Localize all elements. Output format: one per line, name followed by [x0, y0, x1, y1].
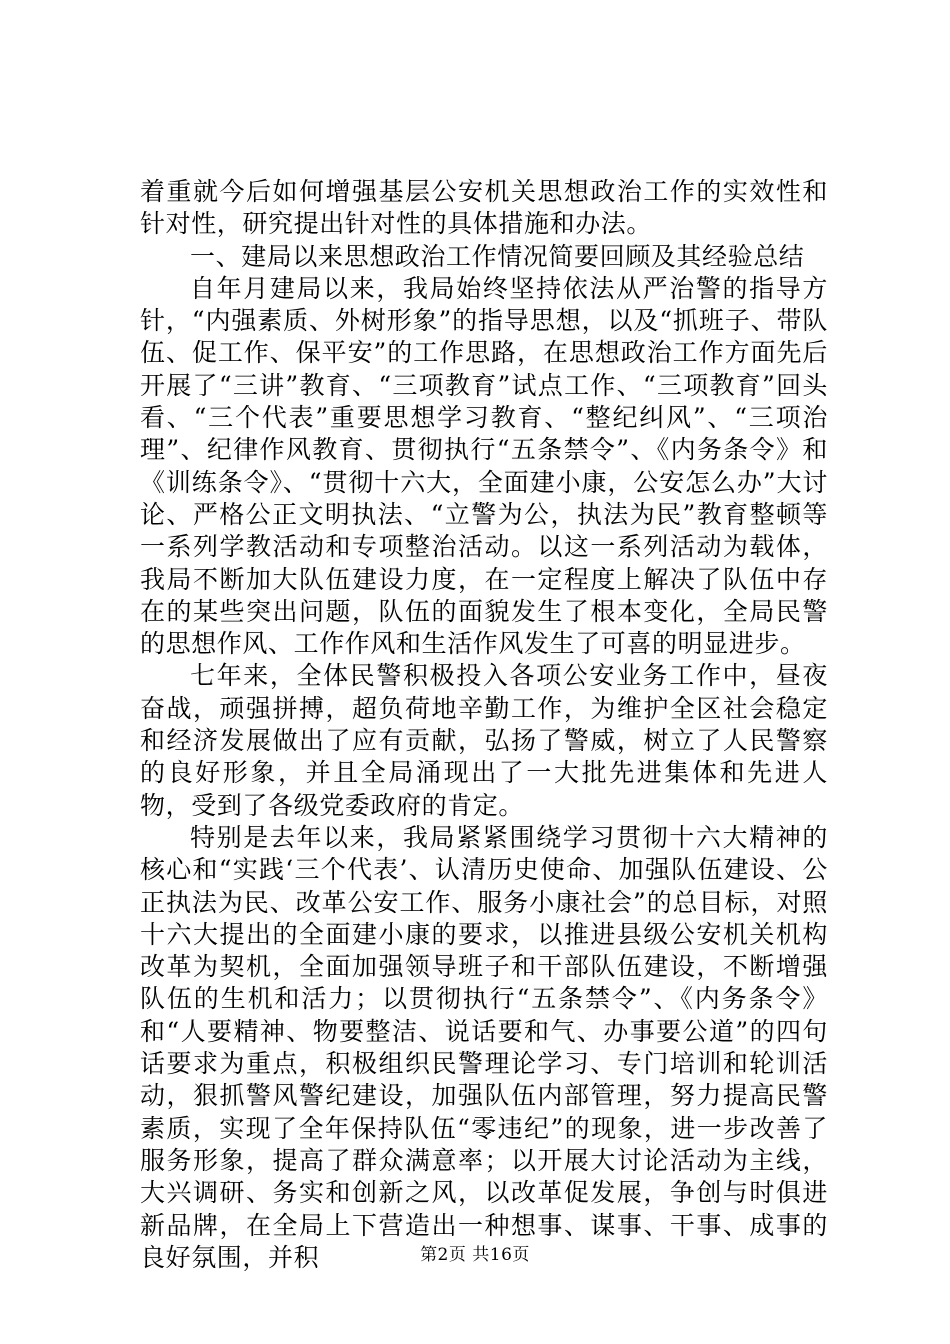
page-number-footer: 第2页 共16页 [420, 1245, 530, 1265]
paragraph-intro-continuation: 着重就今后如何增强基层公安机关思想政治工作的实效性和针对性，研究提出针对性的具体措施和办法。 [140, 177, 828, 239]
paragraph-last-year: 特别是去年以来，我局紧紧围绕学习贯彻十六大精神的核心和“实践‘三个代表’、认清历史使命、加强队伍建设、公正执法为民、改革公安工作、服务小康社会”的总目标，对照十六大提出的全面建小康的要求，以推进县级公安机关机构改革为契机，全面加强领导班子和干部队伍建设，不断增强队伍的生机和活力；以贯彻执行“五条禁令”、《内务条令》和“人要精神、物要整洁、说话要和气、办事要公道”的四句话要求为重点，积极组织民警理论学习、专门培训和轮训活动，狠抓警风警纪建设，加强队伍内部管理，努力提高民警素质，实现了全年保持队伍“零违纪”的现象，进一步改善了服务形象，提高了群众满意率；以开展大讨论活动为主线，大兴调研、务实和创新之风，以改革促发展，争创与时俱进新品牌，在全局上下营造出一种想事、谋事、干事、成事的良好氛围，并积 [140, 822, 828, 1272]
paragraph-seven-years: 七年来，全体民警积极投入各项公安业务工作中，昼夜奋战，顽强拼搏，超负荷地辛勤工作，为维护全区社会稳定和经济发展做出了应有贡献，弘扬了警威，树立了人民警察的良好形象，并且全局涌现出了一大批先进集体和先进人物，受到了各级党委政府的肯定。 [140, 661, 828, 820]
section-heading: 一、建局以来思想政治工作情况简要回顾及其经验总结 [190, 241, 805, 271]
document-body [140, 176, 828, 1274]
paragraph-since-founding: 自年月建局以来，我局始终坚持依法从严治警的指导方针，“内强素质、外树形象”的指导思想，以及“抓班子、带队伍、促工作、保平安”的工作思路，在思想政治工作方面先后开展了“三讲”教育、“三项教育”试点工作、“三项教育”回头看、“三个代表”重要思想学习教育、“整纪纠风”、“三项治理”、纪律作风教育、贯彻执行“五条禁令”、《内务条令》和《训练条令》、“贯彻十六大，全面建小康，公安怎么办”大讨论、严格公正文明执法、“立警为公，执法为民”教育整顿等一系列学教活动和专项整治活动。以这一系列活动为载体，我局不断加大队伍建设力度，在一定程度上解决了队伍中存在的某些突出问题，队伍的面貌发生了根本变化，全局民警的思想作风、工作作风和生活作风发生了可喜的明显进步。 [140, 273, 828, 659]
